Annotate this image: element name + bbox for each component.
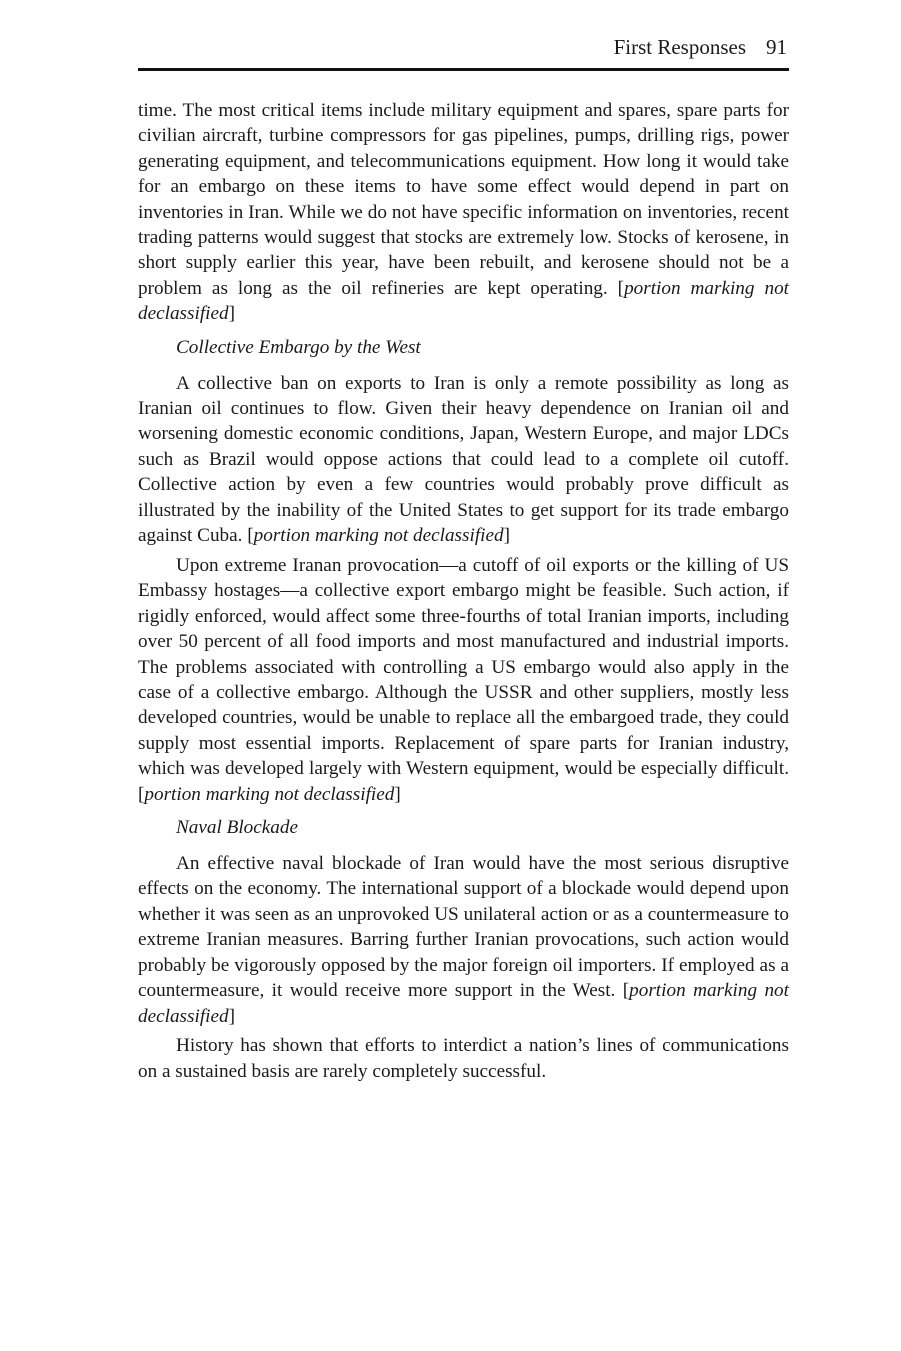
portion-marking: portion marking not declassified [138,277,789,325]
bracket-close: ] [228,1005,235,1027]
section-heading: Collective Embargo by the West [176,336,421,358]
body-text [138,98,789,1084]
paragraph [138,553,789,807]
paragraph [138,1033,789,1084]
paragraph [138,371,789,549]
portion-marking: portion marking not declassified [144,783,395,805]
running-title: First Responses [613,35,746,59]
paragraph-text: time. The most critical items include military equipment and spares, spare parts for civilian aircraft, turbine compressors for gas pipelines, pumps, drilling rigs, power generating equipment, and telecommunications equipment. How long it would take for an embargo on these items to have some effect would depend in part on inventories in Iran. While we do not have specific information on inventories, recent trading patterns would suggest that stocks are extremely low. Stocks of kerosene, in short supply earlier this year, have been rebuilt, and kerosene should not be a problem as long as the oil refineries are kept operating. [ [138,100,789,299]
bracket-close: ] [228,303,235,325]
document-page [138,30,789,1089]
header-rule [138,68,789,71]
bracket-close: ] [394,783,401,805]
portion-marking: portion marking not declassified [138,980,789,1027]
bracket-close: ] [503,525,510,547]
paragraph-text: An effective naval blockade of Iran would have the most serious disruptive effects on the economy. The international support of a blockade would depend upon whether it was seen as an unprovoked US unilateral action or as a countermeasure to extreme Iranian measures. Barring further Iranian provocations, such action would probably be vigorously opposed by the major foreign oil importers. If employed as a countermeasure, it would receive more support in the West. [ [138,853,789,1002]
section-heading: Naval Blockade [176,817,299,839]
paragraph [138,851,789,1029]
page-number: 91 [766,35,787,59]
paragraph [138,98,789,327]
portion-marking: portion marking not declassified [253,525,504,547]
running-head [138,30,789,64]
paragraph-text: History has shown that efforts to interdict a nation’s lines of communications on a sustained basis are rarely completely successful. [138,1035,789,1082]
paragraph-text: A collective ban on exports to Iran is only a remote possibility as long as Iranian oil continues to flow. Given their heavy dependence on Iranian oil and worsening domestic economic conditions, Japan, Western Europe, and major LDCs such as Brazil would oppose actions that could lead to a complete oil cutoff. Collective action by even a few countries would probably prove difficult as illustrated by the inability of the United States to get support for its trade embargo against Cuba. [ [138,372,789,547]
paragraph-text: Upon extreme Iranan provocation—a cutoff of oil exports or the killing of US Embassy hostages—a collective export embargo might be feasible. Such action, if rigidly enforced, would affect some three-fourths of total Iranian imports, including over 50 percent of all food imports and most manufactured and industrial imports. The problems associated with controlling a US embargo would also apply in the case of a collective embargo. Although the USSR and other suppliers, mostly less developed countries, would be unable to replace all the embargoed trade, they could supply most essential imports. Replacement of spare parts for Iranian industry, which was developed largely with Western equipment, would be especially difficult. [ [138,555,789,805]
